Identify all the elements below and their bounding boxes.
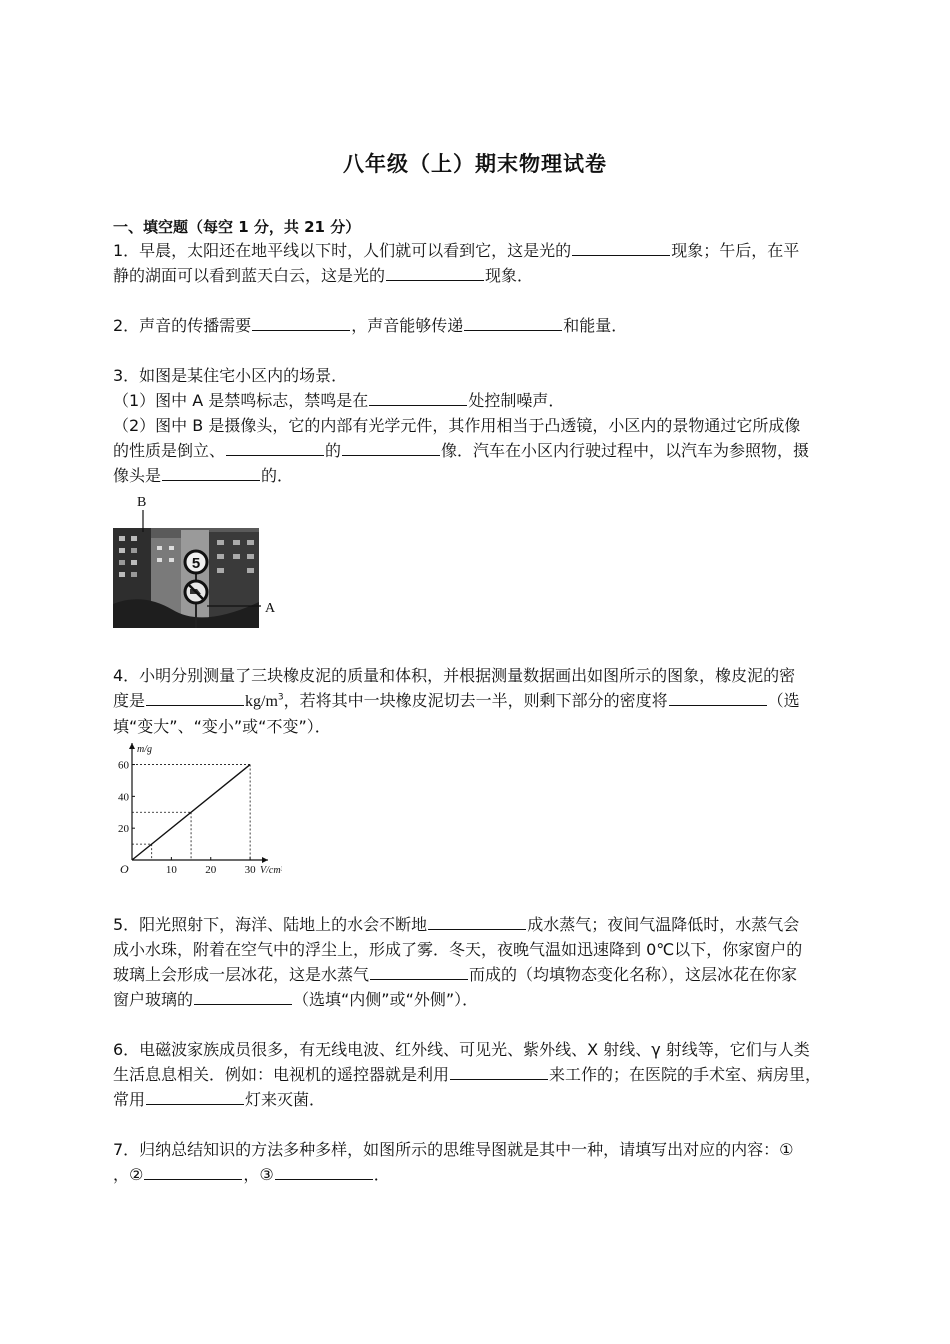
answer-blank[interactable] (428, 912, 526, 930)
q7-text: 7．归纳总结知识的方法多种多样，如图所示的思维导图就是其中一种，请填写出对应的内容：① (113, 1140, 794, 1159)
answer-blank[interactable] (464, 313, 562, 331)
answer-blank[interactable] (342, 438, 440, 456)
answer-blank[interactable] (146, 1087, 244, 1105)
sign-number: 5 (191, 555, 201, 572)
q1-text: 现象；午后，在平 (671, 241, 800, 260)
q3-text: （1）图中 A 是禁鸣标志，禁鸣是在 (113, 391, 369, 410)
q7-text: ，③ (243, 1165, 274, 1184)
origin-label: O (120, 862, 129, 876)
q4-text: 4．小明分别测量了三块橡皮泥的质量和体积，并根据测量数据画出如图所示的图象，橡皮泥的密 (113, 666, 796, 685)
q7-text: ． (373, 1165, 390, 1184)
residential-scene-figure (113, 492, 283, 630)
answer-blank[interactable] (572, 238, 670, 256)
x-axis-arrow (262, 857, 268, 863)
q3-text: 的． (261, 466, 294, 485)
q3-text: 3．如图是某住宅小区内的场景． (113, 366, 348, 385)
density-unit-exponent: 3 (277, 692, 284, 703)
q5-text: 5．阳光照射下，海洋、陆地上的水会不断地 (113, 915, 428, 934)
q3-text: 像．汽车在小区内行驶过程中，以汽车为参照物，摄 (441, 441, 810, 460)
question-6 (113, 1037, 833, 1112)
answer-blank[interactable] (226, 438, 324, 456)
q2-text: 2．声音的传播需要 (113, 316, 252, 335)
answer-blank[interactable] (369, 388, 467, 406)
q5-text: 玻璃上会形成一层冰花，这是水蒸气 (113, 965, 370, 984)
page-title: 八年级（上）期末物理试卷 (343, 152, 607, 176)
mass-volume-chart (112, 740, 282, 880)
answer-blank[interactable] (669, 688, 767, 706)
y-tick-label: 60 (118, 759, 129, 772)
answer-blank[interactable] (386, 263, 484, 281)
q6-text: 灯来灭菌． (245, 1090, 326, 1109)
q3-text: （2）图中 B 是摄像头，它的内部有光学元件，其作用相当于凸透镜，小区内的景物通过它所成像 (113, 416, 801, 435)
x-axis-label: V/cm³ (260, 865, 282, 876)
answer-blank[interactable] (146, 688, 244, 706)
q6-text: 6．电磁波家族成员很多，有无线电波、红外线、可见光、紫外线、X 射线、γ 射线等，它们与人类 (113, 1040, 810, 1059)
answer-blank[interactable] (252, 313, 350, 331)
q5-text: （选填“内侧”或“外侧”）． (293, 990, 479, 1009)
q4-text: 度是 (113, 691, 146, 710)
question-7 (113, 1137, 833, 1187)
q3-text: 处控制噪声． (468, 391, 565, 410)
answer-blank[interactable] (162, 463, 260, 481)
question-3 (113, 363, 833, 488)
y-axis-arrow (129, 743, 135, 749)
q3-text: 的性质是倒立、 (113, 441, 226, 460)
label-b: B (137, 495, 147, 510)
q5-text: 窗户玻璃的 (113, 990, 194, 1009)
answer-blank[interactable] (370, 962, 468, 980)
label-a: A (265, 601, 276, 616)
density-unit: kg/m (245, 693, 278, 710)
question-5 (113, 912, 833, 1012)
y-tick-label: 20 (118, 823, 129, 836)
x-tick-label: 10 (165, 864, 177, 876)
question-1 (113, 238, 833, 288)
q1-text: 1．早晨，太阳还在地平线以下时，人们就可以看到它，这是光的 (113, 241, 572, 260)
q1-text: 静的湖面可以看到蓝天白云，这是光的 (113, 266, 386, 285)
answer-blank[interactable] (144, 1162, 242, 1180)
answer-blank[interactable] (194, 987, 292, 1005)
question-4 (113, 663, 833, 739)
answer-blank[interactable] (275, 1162, 373, 1180)
residential-scene-photo (113, 492, 283, 630)
q5-text: 成小水珠，附着在空气中的浮尘上，形成了雾．冬天，夜晚气温如迅速降到 0℃以下，你家窗户的 (113, 940, 803, 959)
q1-text: 现象． (485, 266, 534, 285)
q4-text: 填“变大”、“变小”或“不变”）． (113, 717, 331, 736)
q4-text: （选 (767, 691, 800, 710)
q3-text: 像头是 (113, 466, 162, 485)
y-axis-label: m/g (137, 744, 152, 755)
q5-text: 而成的（均填物态变化名称），这层冰花在你家 (469, 965, 798, 984)
q6-text: 来工作的；在医院的手术室、病房里， (549, 1065, 822, 1084)
x-tick-label: 30 (244, 864, 256, 876)
answer-blank[interactable] (450, 1062, 548, 1080)
q6-text: 常用 (113, 1090, 146, 1109)
y-tick-label: 40 (118, 791, 129, 804)
q3-text: 的 (325, 441, 342, 460)
q7-text: ，② (113, 1165, 144, 1184)
section-heading: 一、填空题（每空 1 分，共 21 分） (113, 218, 361, 236)
x-tick-label: 20 (205, 864, 217, 876)
q2-text: ，声音能够传递 (351, 316, 464, 335)
question-2 (113, 313, 833, 338)
q4-text: ，若将其中一块橡皮泥切去一半，则剩下部分的密度将 (283, 691, 668, 710)
mass-volume-graph (112, 740, 282, 880)
q6-text: 生活息息相关．例如：电视机的遥控器就是利用 (113, 1065, 450, 1084)
q2-text: 和能量． (563, 316, 628, 335)
q5-text: 成水蒸气；夜间气温降低时，水蒸气会 (527, 915, 800, 934)
